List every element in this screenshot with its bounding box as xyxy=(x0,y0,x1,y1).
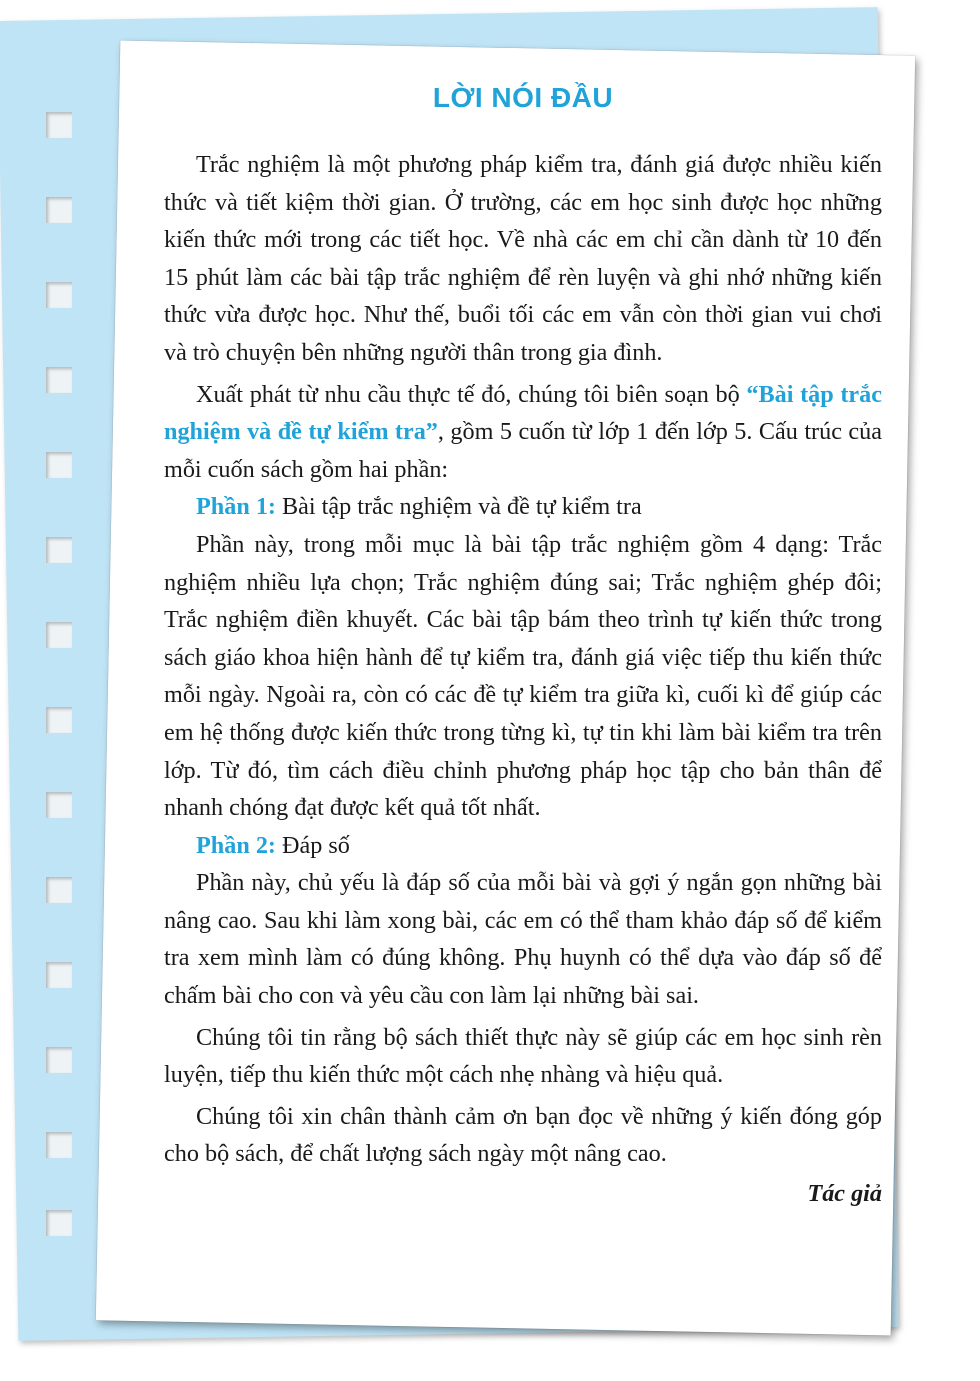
series-title-highlight: “Bài tập trắc nghiệm và đề tự kiểm tra” xyxy=(164,380,882,446)
binder-hole xyxy=(46,112,72,138)
part1-label: Phần 1: xyxy=(196,493,276,521)
binder-hole xyxy=(46,452,72,478)
paragraph-series-text-end: , gồm 5 cuốn từ lớp 1 đến lớp 5. Cấu trúc của mỗi cuốn sách gồm hai phần: xyxy=(164,418,882,483)
binder-hole xyxy=(46,1132,72,1158)
preface-content xyxy=(164,78,882,1237)
part2-heading xyxy=(164,827,882,865)
binder-hole xyxy=(46,622,72,648)
binder-hole xyxy=(46,367,72,393)
binder-hole xyxy=(46,1210,72,1236)
part1-heading xyxy=(164,488,882,526)
paragraph-thanks: Chúng tôi xin chân thành cảm ơn bạn đọc về những ý kiến đóng góp cho bộ sách, để chất lượng sách ngày một nâng cao. xyxy=(164,1102,882,1168)
binder-hole xyxy=(46,1047,72,1073)
page-title: LỜI NÓI ĐẦU xyxy=(432,82,614,113)
paragraph-intro: Trắc nghiệm là một phương pháp kiểm tra, đánh giá được nhiều kiến thức và tiết kiệm thời gian. Ở trường, các em học sinh được học những kiến thức mới trong các tiết học. Về nhà các em chỉ cần dành từ 10 đến 15 phút làm các bài tập trắc nghiệm để rèn luyện và ghi nhớ những kiến thức vừa được học. Như thế, buổi tối các em vẫn còn thời gian vui chơi và trò chuyện bên những người thân trong gia đình. xyxy=(164,151,882,366)
part2-label: Phần 2: xyxy=(196,831,276,859)
paragraph-series xyxy=(164,376,882,489)
author-signature: Tác giả xyxy=(807,1180,882,1208)
binder-hole xyxy=(46,962,72,988)
paragraph-part2: Phần này, chủ yếu là đáp số của mỗi bài và gợi ý ngắn gọn những bài nâng cao. Sau khi làm xong bài, các em có thể tham khảo đáp số để kiểm tra xem mình làm có đúng không. Phụ huynh có thể dựa vào đáp số để chấm bài cho con và yêu cầu con làm lại những bài sai. xyxy=(164,869,882,1010)
paragraph-series-text: Xuất phát từ nhu cầu thực tế đó, chúng tôi biên soạn bộ xyxy=(196,380,747,408)
binder-hole xyxy=(46,877,72,903)
paragraph-belief: Chúng tôi tin rằng bộ sách thiết thực này sẽ giúp các em học sinh rèn luyện, tiếp thu kiến thức một cách nhẹ nhàng và hiệu quả. xyxy=(164,1023,882,1089)
binder-hole xyxy=(46,537,72,563)
binder-hole xyxy=(46,282,72,308)
paragraph-part1: Phần này, trong mỗi mục là bài tập trắc nghiệm gồm 4 dạng: Trắc nghiệm nhiều lựa chọn; Trắc nghiệm đúng sai; Trắc nghiệm ghép đôi; Trắc nghiệm điền khuyết. Các bài tập bám theo trình tự kiến thức trong sách giáo khoa hiện hành để tự kiểm tra, đánh giá việc tiếp thu kiến thức mỗi ngày. Ngoài ra, còn có các đề tự kiểm tra giữa kì, cuối kì để giúp các em hệ thống được kiến thức trong từng kì, tự tin khi làm bài kiểm tra trên lớp. Từ đó, tìm cách điều chỉnh phương pháp học tập cho bản thân để nhanh chóng đạt được kết quả tốt nhất. xyxy=(164,530,882,822)
part1-title: Bài tập trắc nghiệm và đề tự kiểm tra xyxy=(275,493,642,521)
binder-hole xyxy=(46,792,72,818)
binder-hole xyxy=(46,197,72,223)
part2-title: Đáp số xyxy=(275,831,350,859)
binder-hole xyxy=(46,707,72,733)
